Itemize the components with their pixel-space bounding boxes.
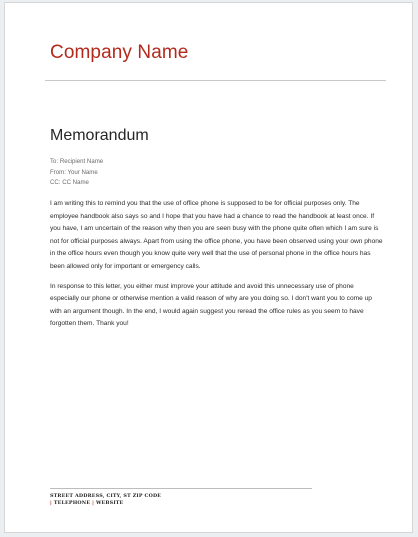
memo-body xyxy=(50,198,384,338)
footer-separator: | xyxy=(92,500,95,506)
company-name: Company Name xyxy=(50,42,189,63)
footer-contact xyxy=(50,493,161,507)
memo-page xyxy=(4,2,413,533)
footer-website: WEBSITE xyxy=(95,500,124,506)
body-paragraph-2: In response to this letter, you either must improve your attitude and avoid this unnecessary use of phone especially our phone or otherwise mention a valid reason of why are you doing so. I don't want you to come up with an argument though. In the end, I would again suggest you reread the office rules as you seem to have forgotten them. Thank you! xyxy=(50,282,372,328)
from-line: From: Your Name xyxy=(50,168,98,176)
footer-contact-line xyxy=(50,500,161,507)
header-divider xyxy=(45,80,386,81)
footer-telephone: TELEPHONE xyxy=(53,500,91,506)
memo-title: Memorandum xyxy=(50,127,149,144)
footer-divider xyxy=(50,488,312,489)
cc-line: CC: CC Name xyxy=(50,179,89,186)
to-line: To: Recipient Name xyxy=(50,158,104,165)
footer-address: STREET ADDRESS, CITY, ST ZIP CODE xyxy=(50,493,162,499)
footer-separator: | xyxy=(50,500,52,506)
memo-recipients xyxy=(50,157,103,189)
body-paragraph-1: I am writing this to remind you that the use of office phone is supposed to be for official purposes only. The employee handbook also says so and I hope that you have had a chance to read the handbook at least once. If you have, I am uncertain of the reason why then you are seen busy with the phone quite often which I am sure is not for official purposes always. Apart from using the office phone, you have been observed using your own phone in the office hours even though you know quite very well that the use of personal phone in the office hours has been allowed only for important or emergency calls. xyxy=(50,200,383,270)
